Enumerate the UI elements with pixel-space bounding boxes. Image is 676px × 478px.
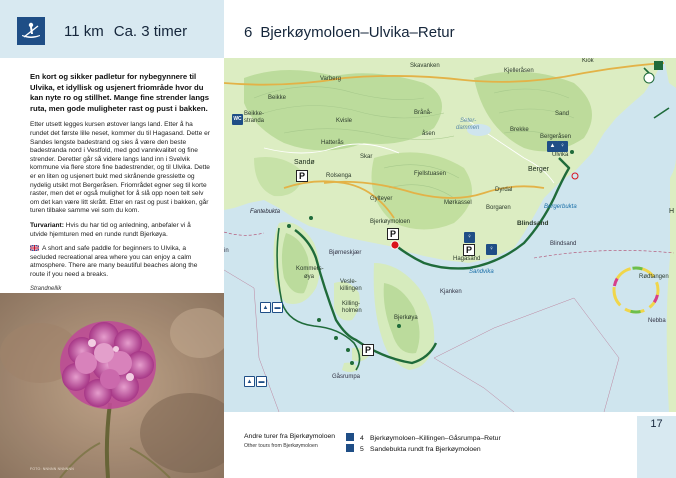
place-bjerkoymoloen: Bjerkøymoloen — [370, 219, 411, 225]
map-base — [224, 58, 676, 412]
place-sand: Sand — [555, 111, 570, 117]
tent-icon: ▲ — [260, 302, 271, 313]
parking-icon: P — [463, 244, 475, 256]
tour-link-5[interactable] — [346, 444, 481, 453]
place-bjorneskjer: Bjørneskjær — [329, 250, 362, 256]
parking-icon: P — [387, 228, 399, 240]
place-skavanken: Skavanken — [410, 63, 440, 69]
place-skar: Skar — [360, 154, 373, 160]
tip-paragraph — [30, 222, 210, 239]
place-beikkestranda-2: stranda — [244, 118, 265, 124]
place-branaasen-2: åsen — [422, 131, 436, 137]
place-hatteras: Hatterås — [321, 140, 344, 146]
place-bergerbukta: Bergerbukta — [544, 204, 577, 210]
place-blindsand: Blindsand — [550, 241, 577, 247]
place-in: in — [224, 248, 229, 254]
toilet-icon: ♀ — [464, 232, 475, 243]
route-stats — [64, 23, 187, 40]
tour-name: Bjerkøymoloen–Killingen–Gåsrumpa–Retur — [370, 435, 501, 442]
place-blindsand-bold: Blindsand — [517, 220, 549, 227]
place-killing-2: holmen — [342, 308, 362, 314]
place-seter-1: Seter- — [460, 118, 477, 124]
uk-flag-icon — [30, 245, 39, 251]
place-beikkestranda-1: Beikke- — [244, 111, 265, 117]
tent-icon: ▲ — [244, 376, 255, 387]
sea-thrift-flower-image — [0, 293, 224, 478]
place-sando: Sandø — [294, 159, 315, 166]
place-ulvika: Ulvika — [552, 152, 569, 158]
route-number: 6 — [244, 24, 253, 41]
place-bjerkoya: Bjerkøya — [394, 315, 418, 321]
duration: Ca. 3 timer — [113, 23, 188, 40]
place-branaasen-1: Brånå- — [414, 110, 433, 116]
distance: 11 km — [64, 23, 104, 40]
place-fantebukta: Fantebukta — [250, 209, 281, 215]
place-dyrdal: Dyrdal — [495, 187, 513, 193]
photo-caption: Strandnellik — [30, 286, 62, 293]
place-rodtangen: Rødtangen — [639, 274, 669, 280]
place-kommersoya-1: Kommers- — [296, 266, 324, 272]
place-killing-1: Killing- — [342, 301, 361, 307]
place-gylteyer: Gylteyer — [370, 196, 393, 202]
place-beikke: Beikke — [268, 95, 287, 101]
place-berger: Berger — [528, 166, 550, 173]
route-map[interactable] — [224, 58, 676, 412]
place-kommersoya-2: øya — [304, 274, 315, 280]
other-tours-heading-en: Other tours from Bjerkøymoloen — [244, 443, 318, 449]
place-rolsenga: Rolsenga — [326, 173, 352, 179]
place-vesle-2: killingen — [340, 286, 362, 292]
kayak-icon — [346, 444, 354, 452]
tour-name: Sandebukta rundt fra Bjerkøymoloen — [370, 446, 481, 453]
place-kvisle: Kvisle — [336, 118, 353, 124]
toilet-icon: ♀ — [486, 244, 497, 255]
other-tours-heading: Andre turer fra Bjerkøymoloen — [244, 433, 336, 440]
place-gasrumpa: Gåsrumpa — [332, 374, 361, 380]
tip-text: Hvis du har tid og anledning, anbefaler vi å utvide hjemturen med en runde rundt Bjerkøya. — [30, 221, 191, 238]
place-brekke: Brekke — [510, 127, 529, 133]
place-seter-2: dammen — [456, 125, 480, 131]
place-kjelleraasen: Kjelleråsen — [504, 68, 534, 74]
kayak-icon — [346, 433, 354, 441]
tour-number: 5 — [360, 446, 364, 453]
bench-icon: ▬ — [256, 376, 267, 387]
place-morkassel: Mørkassel — [444, 200, 472, 206]
page-number: 17 — [650, 418, 663, 430]
place-bergeraasen: Bergeråsen — [540, 134, 572, 140]
place-varberg: Varberg — [320, 76, 341, 82]
toilet-icon: ♀ — [557, 141, 568, 152]
photo-credit: FOTO: NNNNN NNNNNN — [30, 467, 74, 471]
place-vesle-1: Vesle- — [340, 279, 357, 285]
tour-link-4[interactable] — [346, 433, 501, 442]
tour-number: 4 — [360, 435, 364, 442]
body-paragraph: Etter utsett legges kursen østover langs land. Etter å ha rundet det første lille neset, kommer du til Hagasand. Dette er Sandes lengste badestrand og sies å være den beste badestranda nord i Vestfold, med god vannkvalitet og fine strender. Deretter går så videre langs land inn i Svelvik kommune via flere store fine badestrender, og til Ulvika. Dette er en liten og usjenert bukt med skrånende gresslette og nydelig utsikt mot Bergeråsen. Friområdet egner seg til korte raster, men det er også mulighet for å slå opp noen telt selv om det kan være litt skrått. Etter en rast og pust i bakken, går turen tilbake samme vei som du kom. — [30, 121, 210, 215]
english-paragraph — [30, 245, 210, 279]
place-fjellstuasen: Fjellstuasen — [414, 171, 447, 177]
place-nebba: Nebba — [648, 318, 666, 324]
wc-icon: WC — [232, 114, 243, 125]
parking-icon: P — [296, 170, 308, 182]
place-borgaren: Borgaren — [486, 205, 511, 211]
place-kjanken: Kjanken — [440, 289, 462, 295]
flower-photo — [0, 293, 224, 478]
kayak-icon — [17, 17, 45, 45]
intro-paragraph: En kort og sikker padletur for nybegynnere til Ulvika, et idyllisk og usjenert friområde hvor du kan nyte ro og stillhet. Mange fine strender langs ruta, men gode muligheter rast og pust i bakken. — [30, 72, 209, 113]
place-kiok: Kiok — [582, 58, 594, 64]
place-sandvika: Sandvika — [469, 269, 494, 275]
tent-icon: ▲ — [547, 141, 558, 152]
route-title — [244, 24, 455, 41]
place-h: H — [669, 208, 675, 215]
place-hagasand: Hagasand — [453, 256, 481, 262]
english-text: A short and safe paddle for beginners to Ulvika, a secluded recreational area where you can enjoy a calm atmosphere. There are many beautiful beaches along the route if you need a breaks. — [30, 245, 198, 278]
route-name: Bjerkøymoloen–Ulvika–Retur — [260, 24, 455, 41]
tip-label: Turvariant: — [30, 221, 64, 229]
parking-icon: P — [362, 344, 374, 356]
bench-icon: ▬ — [272, 302, 283, 313]
description-column — [30, 72, 210, 294]
